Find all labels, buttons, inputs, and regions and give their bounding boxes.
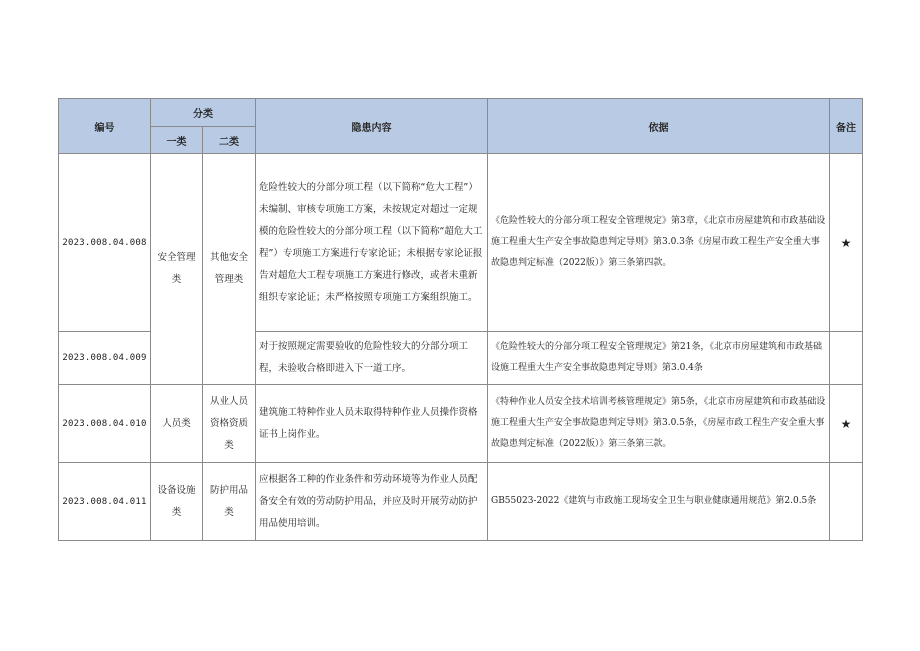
row-basis: 《危险性较大的分部分项工程安全管理规定》第3章，《北京市房屋建筑和市政基础设施工程重大生产安全事故隐患判定导则》第3.0.3条《房屋市政工程生产安全重大事故隐患判定标准（2022版）》第三条第四款。 (488, 154, 830, 332)
row-cat1: 设备设施类 (151, 463, 203, 541)
row-code: 2023.008.04.010 (59, 385, 151, 463)
row-hazard: 应根据各工种的作业条件和劳动环境等为作业人员配备安全有效的劳动防护用品，并应及时开展劳动防护用品使用培训。 (256, 463, 488, 541)
row-cat1: 人员类 (151, 385, 203, 463)
header-remark: 备注 (830, 99, 863, 154)
row-hazard: 建筑施工特种作业人员未取得特种作业人员操作资格证书上岗作业。 (256, 385, 488, 463)
table-row (59, 463, 863, 541)
row-hazard: 对于按照规定需要验收的危险性较大的分部分项工程，未验收合格即进入下一道工序。 (256, 332, 488, 385)
row-basis: 《特种作业人员安全技术培训考核管理规定》第5条，《北京市房屋建筑和市政基础设施工程重大生产安全事故隐患判定导则》第3.0.5条，《房屋市政工程生产安全重大事故隐患判定标准（2022版）》第三条第三款。 (488, 385, 830, 463)
row-cat2: 防护用品类 (203, 463, 256, 541)
row-cat1: 安全管理类 (151, 154, 203, 385)
header-hazard: 隐患内容 (256, 99, 488, 154)
row-remark (830, 463, 863, 541)
row-remark: ★ (830, 154, 863, 332)
header-category: 分类 (151, 99, 256, 127)
table-row (59, 154, 863, 332)
hazard-table (58, 98, 863, 541)
header-code: 编号 (59, 99, 151, 154)
row-remark: ★ (830, 385, 863, 463)
header-cat1: 一类 (151, 127, 203, 154)
table-row (59, 385, 863, 463)
row-cat2: 其他安全管理类 (203, 154, 256, 385)
row-code: 2023.008.04.011 (59, 463, 151, 541)
header-cat2: 二类 (203, 127, 256, 154)
row-code: 2023.008.04.009 (59, 332, 151, 385)
row-basis: 《危险性较大的分部分项工程安全管理规定》第21条，《北京市房屋建筑和市政基础设施工程重大生产安全事故隐患判定导则》第3.0.4条 (488, 332, 830, 385)
row-basis: GB55023-2022《建筑与市政施工现场安全卫生与职业健康通用规范》第2.0.5条 (488, 463, 830, 541)
row-remark (830, 332, 863, 385)
header-basis: 依据 (488, 99, 830, 154)
row-hazard: 危险性较大的分部分项工程（以下简称“危大工程”）未编制、审核专项施工方案，未按规定对超过一定规模的危险性较大的分部分项工程（以下简称“超危大工程”）专项施工方案进行专家论证；未根据专家论证报告对超危大工程专项施工方案进行修改，或者未重新组织专家论证；未严格按照专项施工方案组织施工。 (256, 154, 488, 332)
row-cat2: 从业人员资格资质类 (203, 385, 256, 463)
row-code: 2023.008.04.008 (59, 154, 151, 332)
